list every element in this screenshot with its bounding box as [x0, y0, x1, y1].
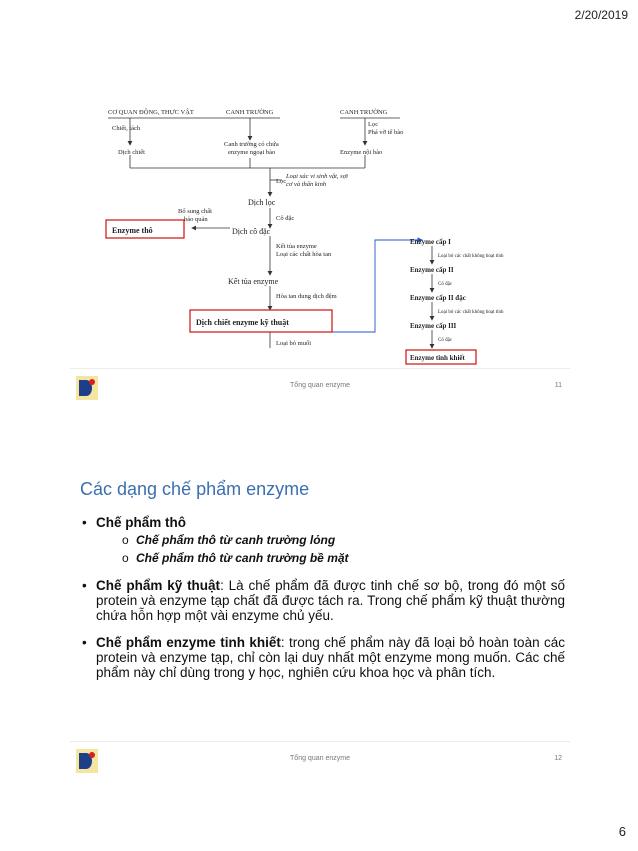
node-label: Kết tủa enzyme — [228, 277, 279, 286]
enzyme-cap1-label: Enzyme cấp I — [410, 238, 451, 246]
sub-bullet: o Chế phẩm thô từ canh trường lỏng — [96, 532, 565, 548]
step-note: Loại bỏ các chất không hoạt tính — [438, 310, 504, 315]
step-label: Chiết, tách — [112, 125, 141, 132]
step-label: Lọc — [276, 178, 287, 185]
step-note: Cô đặc — [438, 338, 453, 343]
bullet-text: : Là chế phẩm đã được tinh chế sơ bộ, trong đó một số protein và enzyme tạp chất đã được tách ra. Trong chế phẩm kỹ thuật thường chứa hỗn hợp một vài enzyme chủ yếu. — [96, 578, 565, 623]
node-label: Enzyme nội bào — [340, 149, 383, 156]
enzyme-cap2d-label: Enzyme cấp II đặc — [410, 294, 466, 302]
enzyme-cap2-label: Enzyme cấp II — [410, 266, 454, 274]
slide-footer — [70, 741, 570, 761]
step-note: cơ và thân kinh — [286, 181, 327, 188]
node-label: Dịch cô đặc — [232, 227, 271, 236]
sub-bullet: o Chế phẩm thô từ canh trường bề mặt — [96, 550, 565, 566]
step-label: Cô đặc — [276, 215, 295, 222]
node-label: Dịch lọc — [248, 198, 276, 207]
enzyme-tho-label: Enzyme thô — [112, 226, 153, 235]
node-label: enzyme ngoại bào — [228, 149, 276, 156]
footer-number: 12 — [554, 755, 562, 762]
bullet-list — [80, 515, 565, 692]
step-label: Hòa tan dung dịch đệm — [276, 293, 337, 300]
bullet-item — [80, 635, 565, 680]
node-label: Canh trường có chứa — [224, 141, 279, 148]
bullet-item — [80, 578, 565, 623]
step-note: Loại bỏ các chất không hoạt tính — [438, 254, 504, 259]
step-label: Lọc — [368, 121, 379, 128]
src-label: CANH TRƯỜNG — [226, 109, 274, 116]
slide-11 — [70, 90, 570, 410]
connector-arrow — [332, 240, 422, 332]
footer-text: Tổng quan enzyme — [290, 755, 350, 762]
bullet-item — [80, 515, 565, 566]
bullet-head: Chế phẩm enzyme tinh khiết — [96, 635, 281, 650]
bullet-text: : trong chế phẩm này đã loại bỏ hoàn toàn các protein và enzyme tạp, chỉ còn lại duy nhất một enzyme mong muốn. Các chế phẩm này chỉ dùng trong y học, nghiên cứu khoa học và phân tích. — [96, 635, 565, 680]
src-label: CƠ QUAN ĐỘNG, THỰC VẬT — [108, 109, 194, 116]
step-label: Phá vỡ tế bào — [368, 129, 404, 136]
step-label: Bổ sung chất — [178, 208, 212, 215]
step-note: Cô đặc — [438, 282, 453, 287]
page-number: 6 — [618, 824, 626, 839]
footer-text: Tổng quan enzyme — [290, 382, 350, 389]
node-label: Dịch chiết — [118, 149, 145, 156]
step-label: Loại các chất hòa tan — [276, 251, 332, 258]
slide-12 — [70, 465, 570, 795]
step-label: Kết tủa enzyme — [276, 243, 317, 250]
enzyme-cap3-label: Enzyme cấp III — [410, 322, 457, 330]
footer-number: 11 — [554, 382, 562, 389]
header-date: 2/20/2019 — [574, 8, 628, 22]
step-label: Loại bỏ muối — [276, 340, 312, 347]
step-note: Loại xác vi sinh vật, sợi — [286, 173, 348, 180]
bullet-head: Chế phẩm kỹ thuật — [96, 578, 221, 593]
enzyme-process-diagram — [100, 100, 570, 370]
src-label: CANH TRƯỜNG — [340, 109, 388, 116]
enzyme-tinh-khiet-label: Enzyme tinh khiết — [410, 354, 465, 362]
slide-footer — [70, 368, 570, 388]
bullet-head: Chế phẩm thô — [96, 515, 186, 530]
step-label: bảo quản — [184, 216, 208, 223]
dich-chiet-ky-thuat-label: Dịch chiết enzyme kỹ thuật — [196, 318, 289, 327]
slide-title: Các dạng chế phẩm enzyme — [80, 479, 310, 499]
